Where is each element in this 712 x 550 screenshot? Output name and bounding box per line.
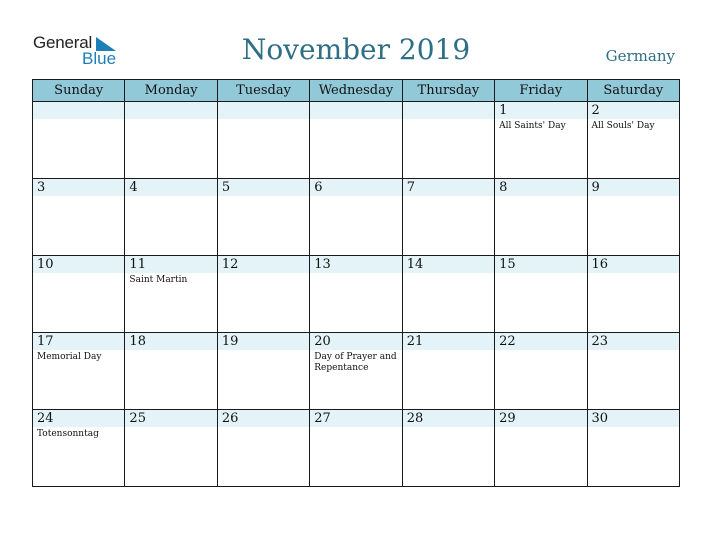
day-cell <box>33 179 125 256</box>
weekday-header: Monday <box>125 80 217 102</box>
weekday-header: Wednesday <box>310 80 402 102</box>
day-number: 26 <box>221 411 239 426</box>
day-band <box>33 179 124 196</box>
day-cell <box>402 179 494 256</box>
day-number: 27 <box>314 411 331 426</box>
day-number: 18 <box>129 334 146 349</box>
day-cell <box>217 179 309 256</box>
day-number: 8 <box>499 180 508 195</box>
holiday-label: Saint Martin <box>129 275 188 285</box>
day-number: 12 <box>221 257 239 272</box>
day-band <box>218 179 309 196</box>
day-cell <box>217 410 309 487</box>
day-number: 14 <box>406 257 424 272</box>
day-number: 22 <box>499 334 516 349</box>
day-cell <box>125 256 217 333</box>
day-cell <box>33 102 125 179</box>
day-cell <box>495 410 587 487</box>
holiday-label: Memorial Day <box>37 352 102 362</box>
day-band <box>310 179 401 196</box>
day-cell <box>125 410 217 487</box>
week-row <box>33 102 680 179</box>
calendar-grid <box>32 79 680 487</box>
week-row <box>33 333 680 410</box>
day-cell <box>217 102 309 179</box>
week-row <box>33 179 680 256</box>
day-cell <box>587 410 679 487</box>
day-cell <box>587 102 679 179</box>
day-cell <box>310 179 402 256</box>
day-number: 16 <box>591 257 609 272</box>
day-cell <box>310 102 402 179</box>
day-band <box>125 179 216 196</box>
day-band <box>588 179 679 196</box>
day-number: 6 <box>314 180 323 195</box>
day-number: 11 <box>129 257 146 272</box>
day-cell <box>310 333 402 410</box>
weekday-header: Tuesday <box>217 80 309 102</box>
day-number: 17 <box>37 334 54 349</box>
day-number: 30 <box>591 411 609 426</box>
logo-word-general: General <box>33 33 93 52</box>
holiday-label: All Saints' Day <box>499 121 566 131</box>
page-title: November 2019 <box>241 33 471 66</box>
day-number: 28 <box>406 411 424 426</box>
day-band <box>403 179 494 196</box>
week-row <box>33 410 680 487</box>
day-cell <box>125 333 217 410</box>
day-number: 10 <box>37 257 54 272</box>
holiday-label: Day of Prayer and Repentance <box>314 352 397 373</box>
weekday-header: Friday <box>495 80 587 102</box>
weekday-header: Saturday <box>587 80 679 102</box>
day-number: 3 <box>37 180 46 195</box>
day-number: 7 <box>406 180 415 195</box>
day-cell <box>125 102 217 179</box>
day-number: 24 <box>37 411 54 426</box>
day-cell <box>495 102 587 179</box>
day-cell <box>217 333 309 410</box>
day-cell <box>217 256 309 333</box>
day-band <box>310 102 401 119</box>
weekday-header-row <box>33 80 680 102</box>
day-cell <box>125 179 217 256</box>
day-number: 9 <box>591 180 600 195</box>
day-cell <box>310 410 402 487</box>
day-number: 23 <box>591 334 609 349</box>
day-cell <box>33 410 125 487</box>
day-band <box>495 179 586 196</box>
day-number: 4 <box>129 180 138 195</box>
day-number: 25 <box>129 411 146 426</box>
day-cell <box>310 256 402 333</box>
day-cell <box>33 256 125 333</box>
day-number: 29 <box>499 411 516 426</box>
day-band <box>125 102 216 119</box>
day-cell <box>495 179 587 256</box>
day-cell <box>402 256 494 333</box>
day-number: 5 <box>221 180 231 195</box>
day-number: 19 <box>221 334 239 349</box>
logo-word-blue: Blue <box>82 49 117 68</box>
day-cell <box>587 333 679 410</box>
day-number: 1 <box>499 103 508 118</box>
day-cell <box>587 256 679 333</box>
week-row <box>33 256 680 333</box>
day-number: 20 <box>314 334 331 349</box>
day-cell <box>495 256 587 333</box>
day-cell <box>495 333 587 410</box>
day-band <box>588 102 679 119</box>
day-cell <box>402 333 494 410</box>
day-number: 21 <box>406 334 424 349</box>
weekday-header: Thursday <box>402 80 494 102</box>
day-band <box>33 102 124 119</box>
day-cell <box>33 333 125 410</box>
day-band <box>495 102 586 119</box>
country-label: Germany <box>605 47 675 65</box>
holiday-label: All Souls' Day <box>591 121 655 131</box>
holiday-label: Totensonntag <box>37 429 99 439</box>
day-cell <box>402 410 494 487</box>
day-band <box>218 102 309 119</box>
weekday-header: Sunday <box>33 80 125 102</box>
day-cell <box>402 102 494 179</box>
day-cell <box>587 179 679 256</box>
day-number: 2 <box>591 103 600 118</box>
day-number: 13 <box>314 257 331 272</box>
day-number: 15 <box>499 257 516 272</box>
day-band <box>403 102 494 119</box>
